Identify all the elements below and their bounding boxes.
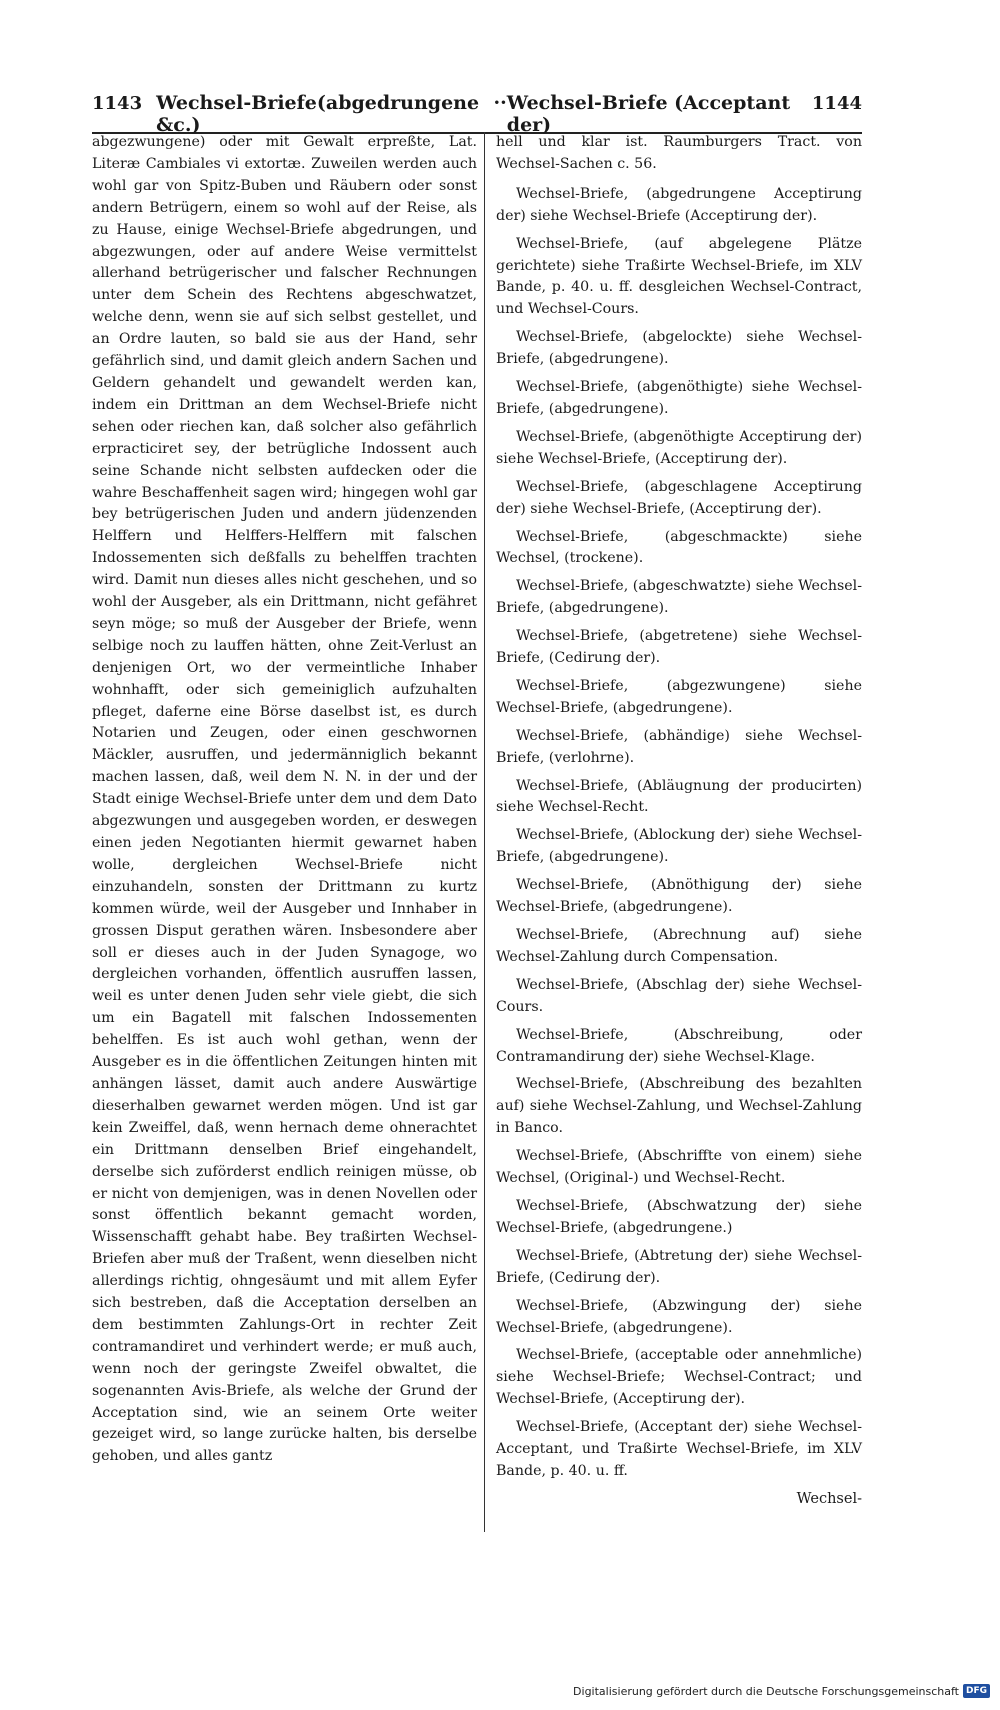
dictionary-entry: Wechsel-Briefe, (auf abgelegene Plätze gerichtete) siehe Traßirte Wechsel-Briefe, im XLV Bande, p. 40. u. ff. desgleichen Wechsel-Contract, und Wechsel-Cours. bbox=[496, 235, 862, 318]
dictionary-entry: Wechsel-Briefe, (abgedrungene Acceptirung der) siehe Wechsel-Briefe (Acceptirung der). bbox=[496, 185, 862, 224]
dictionary-entry: Wechsel-Briefe, (Abnöthigung der) siehe Wechsel-Briefe, (abgedrungene). bbox=[496, 877, 862, 916]
dictionary-entry: Wechsel-Briefe, (Acceptant der) siehe Wechsel-Acceptant, und Traßirte Wechsel-Briefe, im XLV Bande, p. 40. u. ff. bbox=[496, 1419, 862, 1479]
left-column-paragraph: abgezwungene) oder mit Gewalt erpreßte, Lat. Literæ Cambiales vi extortæ. Zuweilen werden auch wohl gar von Spitz-Buben und Räubern oder sonst andern Betrügern, einem so wohl auf der Reise, als zu Hause, einige Wechsel-Briefe abgedrungen, und abgezwungen, oder auf andere Weise vermittelst allerhand betrügerischer und falscher Rechnungen unter dem Schein des Rechtens abgeschwatzet, welche denn, wenn sie auf sich selbst gestellet, und an Ordre lauten, so bald sie aus der Hand, sehr gefährlich sind, und damit gleich andern Sachen und Geldern gehandelt und gewandelt werden kan, indem ein Drittman an dem Wechsel-Briefe nicht sehen oder riechen kan, daß solcher also gefährlich erpracticiret sey, der betrügliche Indossent auch seine Schande nicht selbsten aufdecken oder die wahre Beschaffenheit sagen wird; hingegen wohl gar bey betrügerischen Juden und andern jüdenzenden Helffern und Helffers-Helffern mit falschen Indossementen sich deßfalls zu behelffen trachten wird. Damit nun dieses alles nicht geschehen, und so wohl der Ausgeber, als ein Drittmann, nicht gefähret seyn möge; so muß der Ausgeber der Briefe, wenn selbige noch zu lauffen hätten, ohne Zeit-Verlust an denjenigen Ort, wo der vermeintliche Inhaber wohnhafft, oder sich gemeiniglich aufzuhalten pfleget, daferne eine Börse daselbst ist, es durch Notarien und Zeugen, oder einen geschwornen Mäckler, ausruffen, und jedermänniglich bekannt machen lassen, daß, weil dem N. N. in der und der Stadt einige Wechsel-Briefe unter dem und dem Dato abgezwungen und ausgegeben worden, er deswegen einen jeden Negotianten hiermit gewarnet haben wolle, dergleichen Wechsel-Briefe nicht einzuhandeln, sonsten der Drittmann zu kurtz kommen würde, weil der Ausgeber und Innhaber in grossen Disput gerathen wären. Insbesondere aber soll er dieses auch in der Juden Synagoge, wo dergleichen vorhanden, öffentlich ausruffen lassen, weil es unter denen Juden sehr viele giebt, die sich um ein Bagatell mit falschen Indossementen behelffen. Es ist auch wohl gethan, wenn der Ausgeber es in die öffentlichen Zeitungen hinten mit anhängen lässet, damit auch andere Auswärtige dieserhalben gewarnet werden mögen. Und ist gar kein Zweiffel, daß, wenn hernach deme ohnerachtet ein Drittmann denselben Brief eingehandelt, derselbe sich zuförderst endlich reinigen müsse, ob er nicht von demjenigen, was in denen Novellen oder sonst öffentlich bekannt gemacht worden, Wissenschafft gehabt habe. Bey traßirten Wechsel-Briefen aber muß der Traßent, wenn dieselben nicht allerdings richtig, ohngesäumt und mit allem Eyfer sich bestreben, daß die Acceptation derselben an dem bestimmten Zahlungs-Ort in rechter Zeit contramandiret und verhindert werde; er muß auch, wenn noch der geringste Zweifel obwaltet, die sogenannten Avis-Briefe, als welche der Grund der Acceptation sind, wie an seinem Orte weiter gezeiget wird, so lange zurücke halten, bis derselbe gehoben, und alles gantz bbox=[92, 134, 477, 1465]
column-divider bbox=[484, 132, 485, 1532]
right-column bbox=[496, 132, 862, 1620]
dictionary-entry: Wechsel-Briefe, (Abschreibung, oder Contramandirung der) siehe Wechsel-Klage. bbox=[496, 1026, 862, 1065]
left-column bbox=[92, 132, 477, 1620]
right-column-continuation: hell und klar ist. Raumburgers Tract. von Wechsel-Sachen c. 56. bbox=[496, 134, 862, 172]
dictionary-entry: Wechsel-Briefe, (abgeschwatzte) siehe Wechsel-Briefe, (abgedrungene). bbox=[496, 578, 862, 617]
dictionary-entry: Wechsel-Briefe, (Abtretung der) siehe Wechsel-Briefe, (Cedirung der). bbox=[496, 1247, 862, 1286]
dictionary-entry: Wechsel-Briefe, (abgetretene) siehe Wechsel-Briefe, (Cedirung der). bbox=[496, 628, 862, 667]
running-head-left bbox=[92, 92, 507, 136]
dictionary-entry: Wechsel-Briefe, (abgelockte) siehe Wechsel-Briefe, (abgedrungene). bbox=[496, 329, 862, 368]
right-page-number: 1144 bbox=[811, 93, 862, 114]
dictionary-entry: Wechsel-Briefe, (acceptable oder annehmliche) siehe Wechsel-Briefe; Wechsel-Contract; und Wechsel-Briefe, (Acceptirung der). bbox=[496, 1347, 862, 1408]
dictionary-entry: Wechsel-Briefe, (Ablockung der) siehe Wechsel-Briefe, (abgedrungene). bbox=[496, 827, 862, 866]
left-running-title: Wechsel-Briefe(abgedrungene &c.) bbox=[156, 92, 480, 136]
running-head-marks: ·· bbox=[493, 92, 507, 114]
dictionary-entry: Wechsel-Briefe, (Abschlag der) siehe Wechsel-Cours. bbox=[496, 976, 862, 1015]
dictionary-entry: Wechsel-Briefe, (Abläugnung der producirten) siehe Wechsel-Recht. bbox=[496, 777, 862, 816]
digitization-footer bbox=[573, 1684, 990, 1698]
dictionary-entry: Wechsel-Briefe, (abgezwungene) siehe Wechsel-Briefe, (abgedrungene). bbox=[496, 677, 862, 716]
running-head bbox=[92, 92, 862, 134]
footer-credit: Digitalisierung gefördert durch die Deutsche Forschungsgemeinschaft bbox=[573, 1684, 959, 1698]
left-page-number: 1143 bbox=[92, 93, 143, 114]
dictionary-entry: Wechsel-Briefe, (abhändige) siehe Wechsel-Briefe, (verlohrne). bbox=[496, 727, 862, 766]
right-running-title: Wechsel-Briefe (Acceptant der) bbox=[506, 92, 791, 136]
dictionary-entry: Wechsel-Briefe, (abgenöthigte) siehe Wechsel-Briefe, (abgedrungene). bbox=[496, 379, 862, 417]
dictionary-entry: Wechsel-Briefe, (Abschwatzung der) siehe Wechsel-Briefe, (abgedrungene.) bbox=[496, 1197, 862, 1236]
dictionary-entry: Wechsel-Briefe, (Abschriffte von einem) siehe Wechsel, (Original-) und Wechsel-Recht. bbox=[496, 1148, 862, 1187]
dictionary-entry: Wechsel-Briefe, (abgenöthigte Acceptirung der) siehe Wechsel-Briefe, (Acceptirung der). bbox=[496, 428, 862, 467]
dictionary-entry: Wechsel-Briefe, (Abzwingung der) siehe Wechsel-Briefe, (abgedrungene). bbox=[496, 1297, 862, 1336]
catchword: Wechsel- bbox=[796, 1490, 862, 1507]
dictionary-entry-list bbox=[496, 184, 862, 1483]
dfg-logo: DFG bbox=[963, 1684, 990, 1698]
dictionary-entry: Wechsel-Briefe, (abgeschmackte) siehe Wechsel, (trockene). bbox=[496, 528, 862, 567]
dictionary-entry: Wechsel-Briefe, (abgeschlagene Acceptirung der) siehe Wechsel-Briefe, (Acceptirung der). bbox=[496, 478, 862, 517]
dictionary-entry: Wechsel-Briefe, (Abschreibung des bezahlten auf) siehe Wechsel-Zahlung, und Wechsel-Zahlung in Banco. bbox=[496, 1076, 862, 1137]
running-head-right bbox=[507, 92, 862, 136]
dictionary-entry: Wechsel-Briefe, (Abrechnung auf) siehe Wechsel-Zahlung durch Compensation. bbox=[496, 927, 862, 965]
